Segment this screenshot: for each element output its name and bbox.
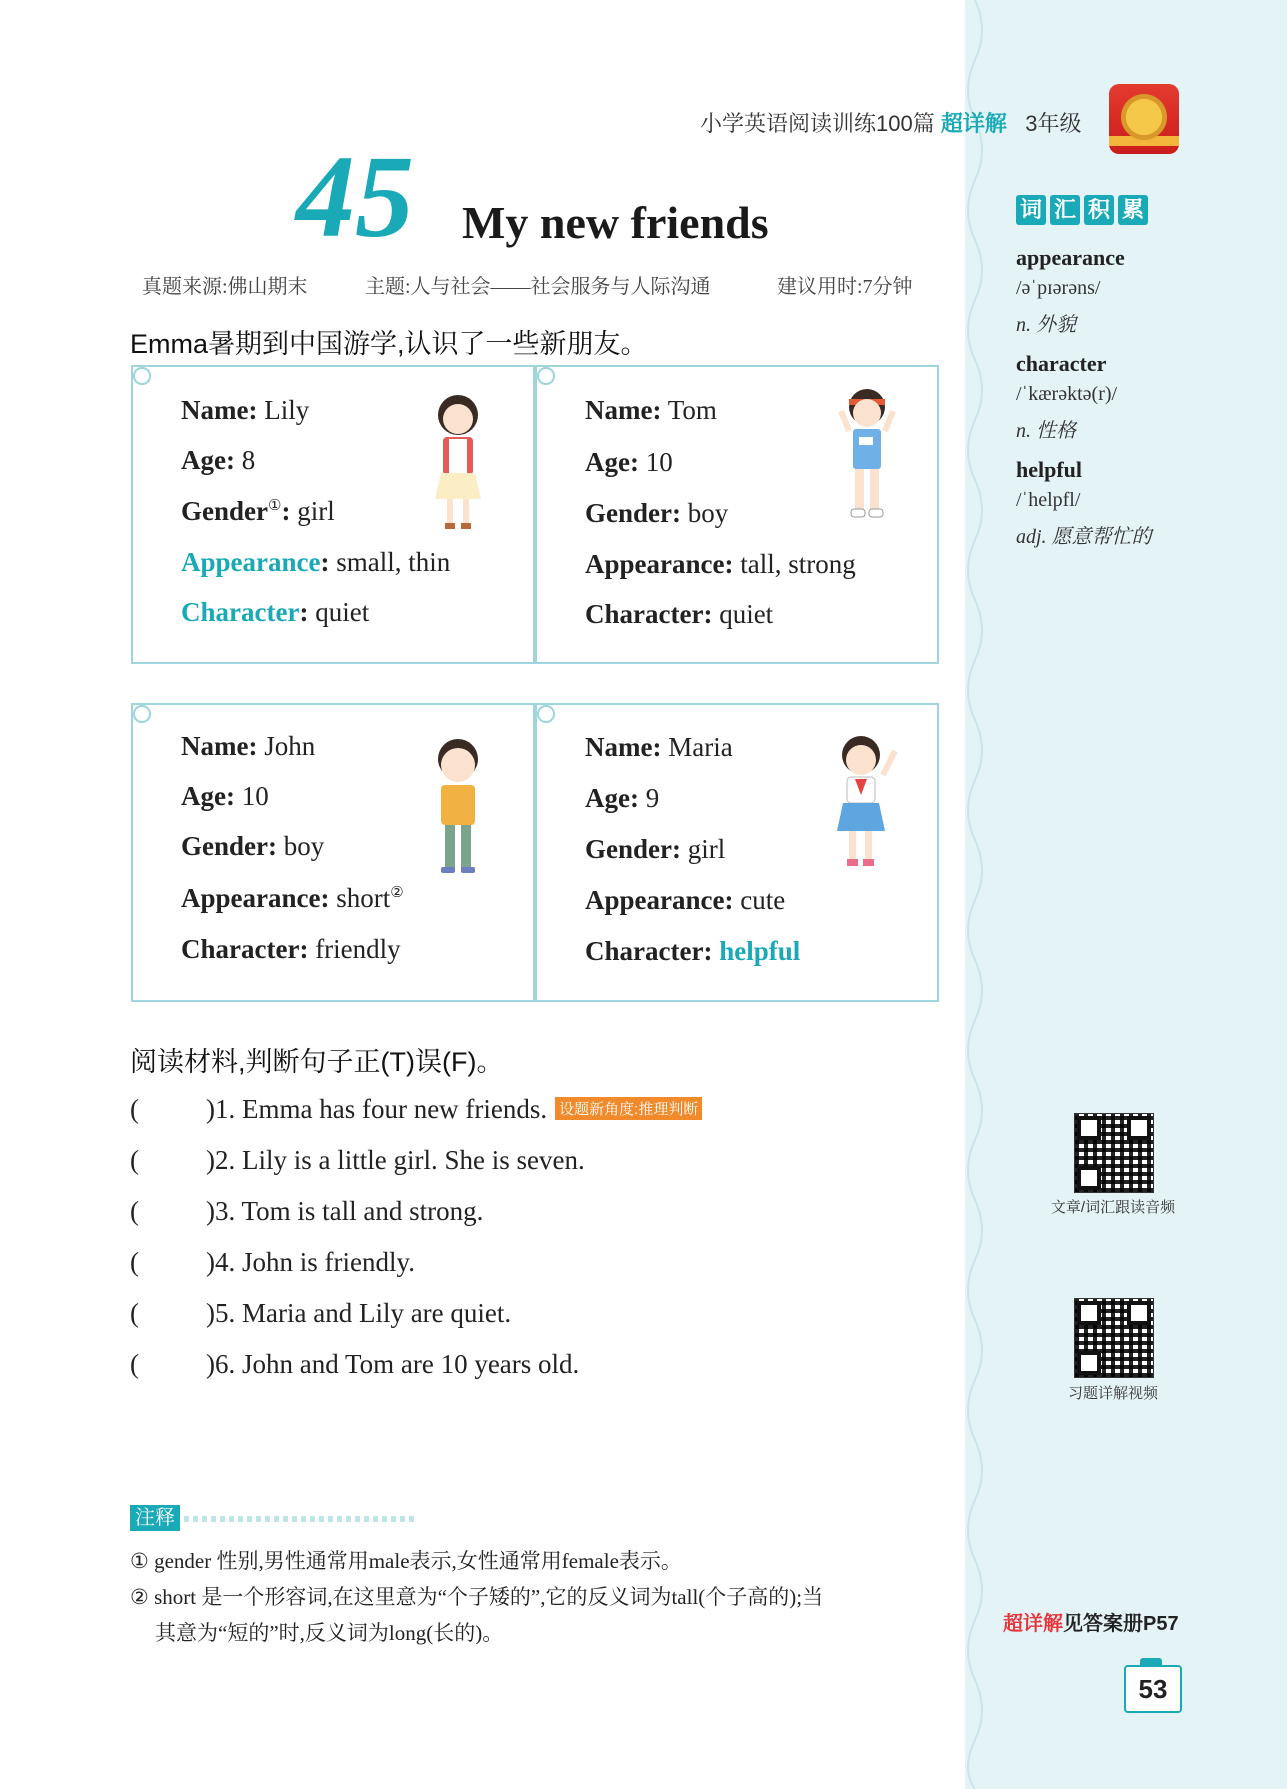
question-4 [130,1247,415,1278]
lesson-number: 45 [296,131,414,262]
character-label: Character: [585,599,713,629]
intro-text: Emma暑期到中国游学,认识了一些新朋友。 [130,329,648,359]
appearance-label: Appearance [181,547,321,577]
close-paren: ) [206,1094,215,1124]
answer-brand: 超详解 [1003,1613,1063,1635]
friend-card-john [131,703,535,1002]
boy-illustration [423,735,493,885]
character-label: Character [181,597,300,627]
questions-heading: 阅读材料,判断句子正(T)误(F)。 [130,1047,504,1077]
vocab-heading-char: 词 [1016,195,1046,225]
notes-label: 注释 [130,1505,180,1531]
qr-caption-audio: 文章/词汇跟读音频 [1050,1199,1176,1216]
girl-illustration [423,387,493,537]
open-paren: ( [130,1349,139,1379]
answer-text: 见答案册P57 [1063,1613,1179,1635]
vocab-heading [1016,195,1148,225]
open-paren: ( [130,1145,139,1175]
publisher-logo [1109,84,1179,154]
friend-card-maria [535,703,939,1002]
name-value: John [264,731,316,761]
question-text: 1. Emma has four new friends. [215,1094,548,1124]
name-label: Name: [585,732,662,762]
gender-label: Gender [181,496,268,526]
vocab-ipa: /ˈkærəktə(r)/ [1016,383,1118,405]
note-marker: ① [268,498,282,514]
vocab-ipa: /əˈpɪərəns/ [1016,277,1101,299]
appearance-label: Appearance: [585,885,734,915]
close-paren: ) [206,1145,215,1175]
age-value: 9 [645,783,660,813]
theme-label: 主题:人与社会——社会服务与人际沟通 [365,276,711,298]
gender-label: Gender: [585,498,681,528]
question-text: 6. John and Tom are 10 years old. [215,1349,580,1379]
book-title: 小学英语阅读训练100篇 [700,111,935,136]
name-value: Tom [667,395,717,425]
question-text: 2. Lily is a little girl. She is seven. [215,1145,585,1175]
character-value: quiet [315,597,370,627]
question-3 [130,1196,483,1227]
source-label: 真题来源:佛山期末 [142,276,308,298]
vocab-heading-char: 积 [1084,195,1114,225]
question-1 [130,1094,702,1125]
sidebar-background [965,0,1287,1789]
book-header [700,107,1081,138]
friend-card-lily [131,365,535,664]
qr-code-audio[interactable] [1074,1113,1154,1193]
note-2-line-2: 其意为“短的”时,反义词为long(长的)。 [155,1621,504,1645]
close-paren: ) [206,1349,215,1379]
gender-value: boy [283,831,325,861]
wavy-divider [955,0,995,1789]
colon: : [281,496,291,526]
vocab-meaning: n. 性格 [1016,420,1076,442]
character-label: Character: [585,936,713,966]
character-value: quiet [719,599,774,629]
appearance-value: short [336,883,391,913]
vocab-heading-char: 汇 [1050,195,1080,225]
qr-caption-video: 习题详解视频 [1067,1385,1158,1402]
note-1: ① gender 性别,男性通常用male表示,女性通常用female表示。 [130,1549,682,1573]
grade-label: 3年级 [1025,111,1082,136]
vocab-word: helpful [1016,457,1083,482]
vocab-word: character [1016,351,1107,376]
vocab-meaning: n. 外貌 [1016,314,1076,336]
vocab-word: appearance [1016,245,1125,270]
gender-label: Gender: [585,834,681,864]
character-value: friendly [315,934,401,964]
question-5 [130,1298,511,1329]
notes-divider [184,1516,414,1522]
page-number: 53 [1124,1665,1182,1713]
answer-reference [1003,1607,1179,1636]
open-paren: ( [130,1196,139,1226]
age-label: Age: [585,447,639,477]
appearance-label: Appearance: [585,549,734,579]
name-label: Name: [181,731,258,761]
open-paren: ( [130,1298,139,1328]
friend-card-tom [535,365,939,664]
name-value: Lily [264,395,310,425]
close-paren: ) [206,1196,215,1226]
gender-value: girl [687,834,726,864]
girl-illustration [819,729,909,879]
question-2 [130,1145,585,1176]
qr-code-video[interactable] [1074,1298,1154,1378]
close-paren: ) [206,1298,215,1328]
question-text: 4. John is friendly. [215,1247,415,1277]
colon: : [299,597,309,627]
question-text: 5. Maria and Lily are quiet. [215,1298,512,1328]
open-paren: ( [130,1247,139,1277]
age-label: Age: [181,781,235,811]
appearance-value: tall, strong [740,549,856,579]
gender-label: Gender: [181,831,277,861]
question-6 [130,1349,579,1380]
vocab-ipa: /ˈhelpfl/ [1016,489,1081,511]
brand-label: 超详解 [940,111,1007,136]
age-label: Age: [181,445,235,475]
close-paren: ) [206,1247,215,1277]
open-paren: ( [130,1094,139,1124]
character-label: Character: [181,934,309,964]
note-2-line-1: ② short 是一个形容词,在这里意为“个子矮的”,它的反义词为tall(个子高的);当 [130,1585,824,1609]
gender-value: boy [687,498,729,528]
appearance-value: cute [740,885,786,915]
name-label: Name: [181,395,258,425]
boy-illustration [827,381,907,531]
vocab-heading-char: 累 [1118,195,1148,225]
age-value: 10 [645,447,673,477]
character-value: helpful [719,936,801,966]
question-text: 3. Tom is tall and strong. [215,1196,484,1226]
gender-value: girl [297,496,335,526]
age-value: 10 [241,781,269,811]
note-marker: ② [390,885,404,901]
name-label: Name: [585,395,662,425]
appearance-value: small, thin [336,547,451,577]
time-label: 建议用时:7分钟 [777,276,913,298]
colon: : [320,547,330,577]
lesson-title: My new friends [462,197,769,248]
question-tag: 设题新角度:推理判断 [555,1097,702,1120]
age-value: 8 [241,445,256,475]
name-value: Maria [668,732,733,762]
age-label: Age: [585,783,639,813]
vocab-meaning: adj. 愿意帮忙的 [1016,526,1152,548]
appearance-label: Appearance: [181,883,330,913]
